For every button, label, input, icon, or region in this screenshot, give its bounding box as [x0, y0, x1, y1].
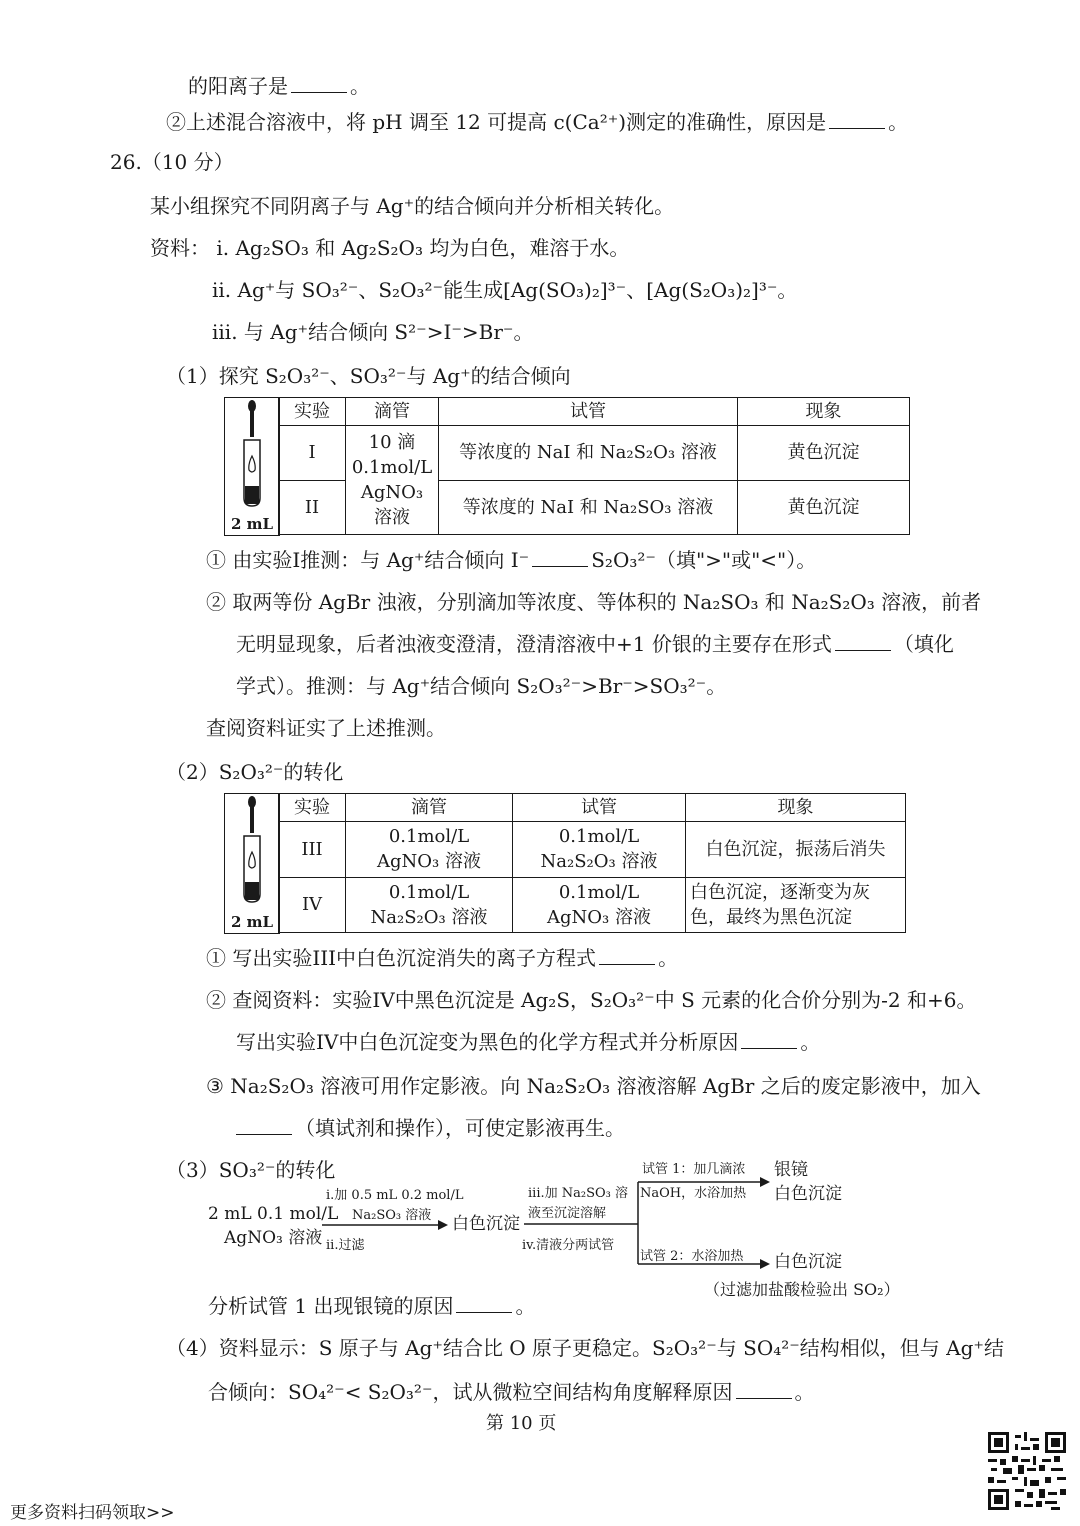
experiment-table-2: [278, 793, 906, 933]
reference-iii: iii. 与 Ag⁺结合倾向 S²⁻>I⁻>Br⁻。: [212, 320, 534, 344]
part2-title: （2）S₂O₃²⁻的转化: [166, 760, 344, 784]
table-cell: [686, 877, 906, 933]
part2-q2-line2: 写出实验IV中白色沉淀变为黑色的化学方程式并分析原因 。: [236, 1030, 821, 1054]
table-row: [279, 822, 906, 878]
question-intro: 某小组探究不同阴离子与 Ag⁺的结合倾向并分析相关转化。: [150, 194, 675, 218]
part3-q: 分析试管 1 出现银镜的原因 。: [208, 1294, 536, 1318]
flow-tube1-condition-2: NaOH，水浴加热: [640, 1186, 747, 1201]
cell-line: AgNO₃: [360, 482, 424, 503]
table-cell: 等浓度的 NaI 和 Na₂SO₃ 溶液: [439, 480, 738, 535]
flow-text: 液至沉淀溶解: [528, 1206, 607, 1221]
question-header: 26.（10 分）: [110, 150, 234, 174]
table-cell: IV: [279, 877, 346, 933]
part2-q2-line1: ② 查阅资料：实验IV中黑色沉淀是 Ag₂S，S₂O₃²⁻中 S 元素的化合价分别为-2 和+6。: [206, 988, 977, 1012]
cell-line: 溶液: [374, 507, 410, 528]
table-cell: II: [279, 480, 346, 535]
part1-q2-line3: 学式）。推测：与 Ag⁺结合倾向 S₂O₃²⁻>Br⁻>SO₃²⁻。: [236, 674, 727, 698]
table-header: 滴管: [346, 398, 439, 426]
flow-text: 银镜: [774, 1160, 808, 1180]
answer-blank: [741, 1030, 797, 1049]
flow-tube2-note: （过滤加盐酸检验出 SO₂）: [704, 1280, 900, 1299]
cell-line: 白色沉淀，振荡后消失: [705, 838, 886, 860]
cell-line: 色，最终为黑色沉淀: [690, 906, 852, 928]
cell-line: 0.1mol/L: [558, 826, 640, 848]
cell-line: 白色沉淀，逐渐变为灰: [690, 881, 870, 903]
reference-i: 资料： i. Ag₂SO₃ 和 Ag₂S₂O₃ 均为白色，难溶于水。: [150, 236, 630, 260]
answer-blank: [835, 632, 891, 651]
answer-blank: [456, 1294, 512, 1313]
flow-text: AgNO₃ 溶液: [224, 1228, 323, 1248]
part1-q2-line1: ② 取两等份 AgBr 浊液，分别滴加等浓度、等体积的 Na₂SO₃ 和 Na₂S₂O₃ 溶液，前者: [206, 590, 982, 614]
table-cell: [346, 822, 513, 878]
cell-line: 0.1mol/L: [388, 881, 470, 903]
tube-diagram: [224, 793, 280, 934]
page-number: 第 10 页: [486, 1413, 557, 1434]
table-cell: [513, 822, 686, 878]
table-header: 现象: [738, 398, 910, 426]
cell-line: AgNO₃ 溶液: [547, 906, 651, 928]
flow-start: [208, 1202, 338, 1250]
answer-blank: [532, 548, 588, 567]
cell-line: 0.1mol/L: [388, 826, 470, 848]
part1-q2-line2: 无明显现象，后者浊液变澄清，澄清溶液中+1 价银的主要存在形式 （填化: [236, 632, 954, 656]
flow-text: 白色沉淀: [774, 1184, 842, 1204]
table-row: [279, 877, 906, 933]
part4-line2: 合倾向：SO₄²⁻< S₂O₃²⁻，试从微粒空间结构角度解释原因 。: [208, 1380, 815, 1404]
table-cell-dropper: [346, 426, 439, 535]
dropper-tube-icon: [225, 398, 279, 510]
tube-volume-label: 2 mL: [230, 515, 274, 533]
text-line: ②上述混合溶液中，将 pH 调至 12 可提高 c(Ca²⁺)测定的准确性，原因是 。: [166, 110, 909, 134]
text-line: 的阳离子是 。: [188, 74, 370, 98]
table-cell: [513, 877, 686, 933]
table-header: 实验: [279, 398, 346, 426]
arrow-right-icon: [320, 1218, 450, 1232]
reference-ii: ii. Ag⁺与 SO₃²⁻、S₂O₃²⁻能生成[Ag(SO₃)₂]³⁻、[Ag(S₂O₃)₂]³⁻。: [212, 278, 798, 302]
qr-code-icon[interactable]: [988, 1432, 1066, 1510]
table-header: 试管: [513, 794, 686, 822]
table-row: [279, 426, 910, 481]
cell-line: Na₂S₂O₃ 溶液: [370, 906, 488, 928]
answer-blank: [236, 1116, 292, 1135]
flow-step2-bottom: iv.清液分两试管: [522, 1238, 615, 1253]
flow-tube1-result: [774, 1158, 842, 1206]
flow-tube1-condition: [642, 1160, 745, 1180]
table-cell: III: [279, 822, 346, 878]
part4-line1: （4）资料显示：S 原子与 Ag⁺结合比 O 原子更稳定。S₂O₃²⁻与 SO₄²⁻结构相似，但与 Ag⁺结: [166, 1336, 1004, 1360]
table-header: 实验: [279, 794, 346, 822]
flow-mid: 白色沉淀: [452, 1214, 520, 1234]
table-header: 现象: [686, 794, 906, 822]
tube-diagram: [224, 397, 280, 536]
table-cell: [346, 877, 513, 933]
flow-text: Na₂SO₃ 溶液: [352, 1208, 432, 1223]
table-cell: 黄色沉淀: [738, 480, 910, 535]
dropper-tube-icon: [225, 794, 279, 906]
experiment-table-1: [278, 397, 910, 535]
table-cell: 等浓度的 NaI 和 Na₂S₂O₃ 溶液: [439, 426, 738, 481]
table-header: 滴管: [346, 794, 513, 822]
flow-text: 试管 1：加几滴浓: [642, 1162, 746, 1177]
flow-tube2-result: 白色沉淀: [774, 1252, 842, 1272]
flow-text: i.加 0.5 mL 0.2 mol/L: [326, 1188, 464, 1203]
tube-volume-label: 2 mL: [230, 913, 274, 931]
table-header: 试管: [439, 398, 738, 426]
answer-blank: [291, 74, 347, 93]
part2-q3-line1: ③ Na₂S₂O₃ 溶液可用作定影液。向 Na₂S₂O₃ 溶液溶解 AgBr 之后的废定影液中，加入: [206, 1074, 981, 1098]
cell-line: AgNO₃ 溶液: [377, 851, 481, 873]
flow-text: iii.加 Na₂SO₃ 溶: [528, 1186, 628, 1201]
flow-text: 2 mL 0.1 mol/L: [208, 1204, 339, 1224]
cell-line: 0.1mol/L: [351, 457, 433, 478]
part2-q1: ① 写出实验III中白色沉淀消失的离子方程式 。: [206, 946, 679, 970]
table-cell: 黄色沉淀: [738, 426, 910, 481]
cell-line: 0.1mol/L: [558, 881, 640, 903]
part1-q2-line4: 查阅资料证实了上述推测。: [206, 716, 446, 740]
cell-line: Na₂S₂O₃ 溶液: [540, 851, 658, 873]
table-cell: I: [279, 426, 346, 481]
answer-blank: [829, 110, 885, 129]
part1-title: （1）探究 S₂O₃²⁻、SO₃²⁻与 Ag⁺的结合倾向: [166, 364, 571, 388]
flow-tube2-condition: 试管 2：水浴加热: [640, 1249, 744, 1264]
answer-blank: [736, 1380, 792, 1399]
part1-q1: ① 由实验I推测：与 Ag⁺结合倾向 I⁻ S₂O₃²⁻（填">"或"<"）。: [206, 548, 817, 572]
answer-blank: [599, 946, 655, 965]
footer-link[interactable]: 更多资料扫码领取>>: [10, 1503, 175, 1523]
flow-step1-bottom: ii.过滤: [326, 1238, 365, 1253]
table-cell: [686, 822, 906, 878]
part3-title: （3）SO₃²⁻的转化: [166, 1158, 336, 1182]
cell-line: 10 滴: [368, 432, 416, 453]
part2-q3-line2: （填试剂和操作），可使定影液再生。: [236, 1114, 625, 1142]
